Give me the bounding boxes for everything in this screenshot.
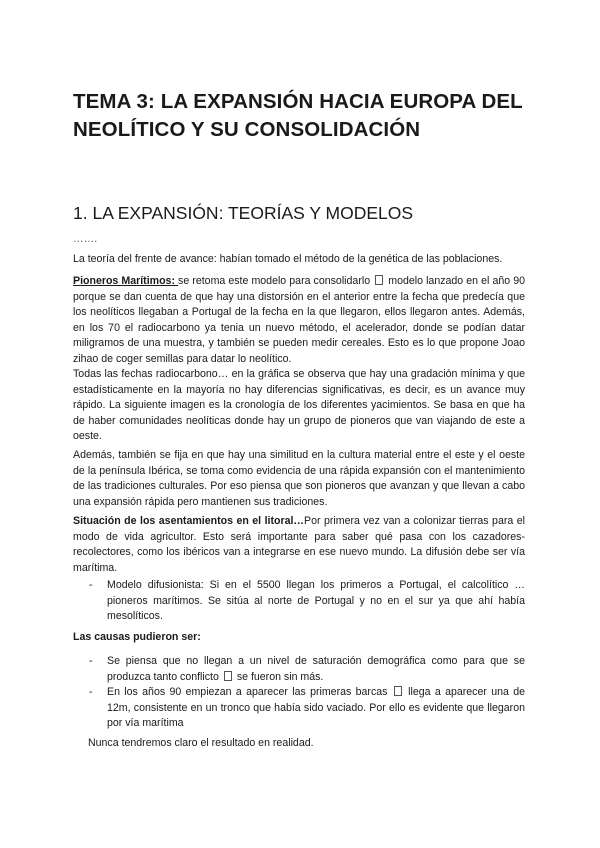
dash-bullet: - (89, 686, 93, 698)
list-item (73, 578, 525, 625)
causas-heading: Las causas pudieron ser: (73, 631, 201, 643)
missing-glyph-box (375, 275, 383, 285)
missing-glyph-box (224, 671, 232, 681)
pioneros-text-a: se retoma este modelo para consolidarlo (178, 275, 371, 287)
situacion-label: Situación de los asentamientos en el litoral… (73, 515, 305, 527)
causa-1-text-a: Se piensa que no llegan a un nivel de saturación demográfica como para que se produzca tanto conflicto (107, 655, 525, 683)
section-heading: 1. LA EXPANSIÓN: TEORÍAS Y MODELOS (73, 203, 414, 223)
list-difusionista (73, 578, 525, 625)
paragraph-frente: La teoría del frente de avance: habían tomado el método de la genética de las poblaciones. (73, 253, 503, 265)
list-item (73, 654, 525, 685)
list-causas (73, 654, 525, 732)
pioneros-text-b: modelo lanzado en el año 90 porque se dan cuenta de que hay una distorsión en el anterior entre la fecha que predecía que los neolíticos llegaban a Portugal de la fecha en la que llegaron, ellos llegaron antes. Además, en los 70 el radiocarbono ya tenia un nuevo método, el acelerador, donde se podían datar miligramos de una muestra, y también se pueden medir cereales. Esto es lo que propone Joao zihao de coger semillas para datar lo neolítico. (73, 275, 525, 365)
situacion-text: Por primera vez van a colonizar tierras para el modo de vida agricultor. Esto será importante para saber qué pasa con los cazadores-recolectores, como los ibéricos van a integrarse en ese nuevo mundo. La difusión debe ser vía marítima. (73, 515, 525, 574)
list-item (73, 685, 525, 732)
paragraph-situacion (73, 514, 525, 576)
causa-2-text-b: llega a aparecer una de 12m, consistente en un tronco que había sido vaciado. Por ello es evidente que llegaron por vía marítima (107, 686, 525, 729)
dash-bullet: - (89, 655, 93, 667)
list-item-text: Modelo difusionista: Si en el 5500 llegan los primeros a Portugal, el calcolítico … pioneros marítimos. Se sitúa al norte de Portugal y no en el sur ya que ahí había mesolíticos. (107, 579, 525, 622)
causa-1-text-b: se fueron sin más. (236, 670, 324, 683)
paragraph-pioneros (73, 274, 525, 367)
paragraph-ademas: Además, también se fija en que hay una similitud en la cultura material entre el este y el oeste de la península Ibérica, se toma como evidencia de una rápida expansión con el mantenimiento de las tradiciones culturales. Por eso piensa que son pioneros que avanzan y que llevan a cabo una expansión rápida pero mantienen sus tradiciones. (73, 449, 525, 508)
causa-2-text-a: En los años 90 empiezan a aparecer las primeras barcas (107, 686, 388, 698)
ellipsis-line: ……. (73, 233, 98, 245)
page-title: TEMA 3: LA EXPANSIÓN HACIA EUROPA DEL NEOLÍTICO Y SU CONSOLIDACIÓN (73, 90, 523, 141)
closing-paragraph: Nunca tendremos claro el resultado en realidad. (88, 737, 314, 749)
pioneros-label: Pioneros Marítimos: (73, 275, 179, 287)
missing-glyph-box (394, 686, 402, 696)
paragraph-fechas: Todas las fechas radiocarbono… en la gráfica se observa que hay una gradación mínima y que estadísticamente en la mayoría no hay diferencias significativas, es decir, es un avance muy rápido. La siguiente imagen es la cronología de los diferentes yacimientos. Se basa en que ha de haber comunidades neolíticas donde hay un grupo de pioneros que van viajando de este a oeste. (73, 368, 525, 442)
dash-bullet: - (89, 579, 93, 591)
